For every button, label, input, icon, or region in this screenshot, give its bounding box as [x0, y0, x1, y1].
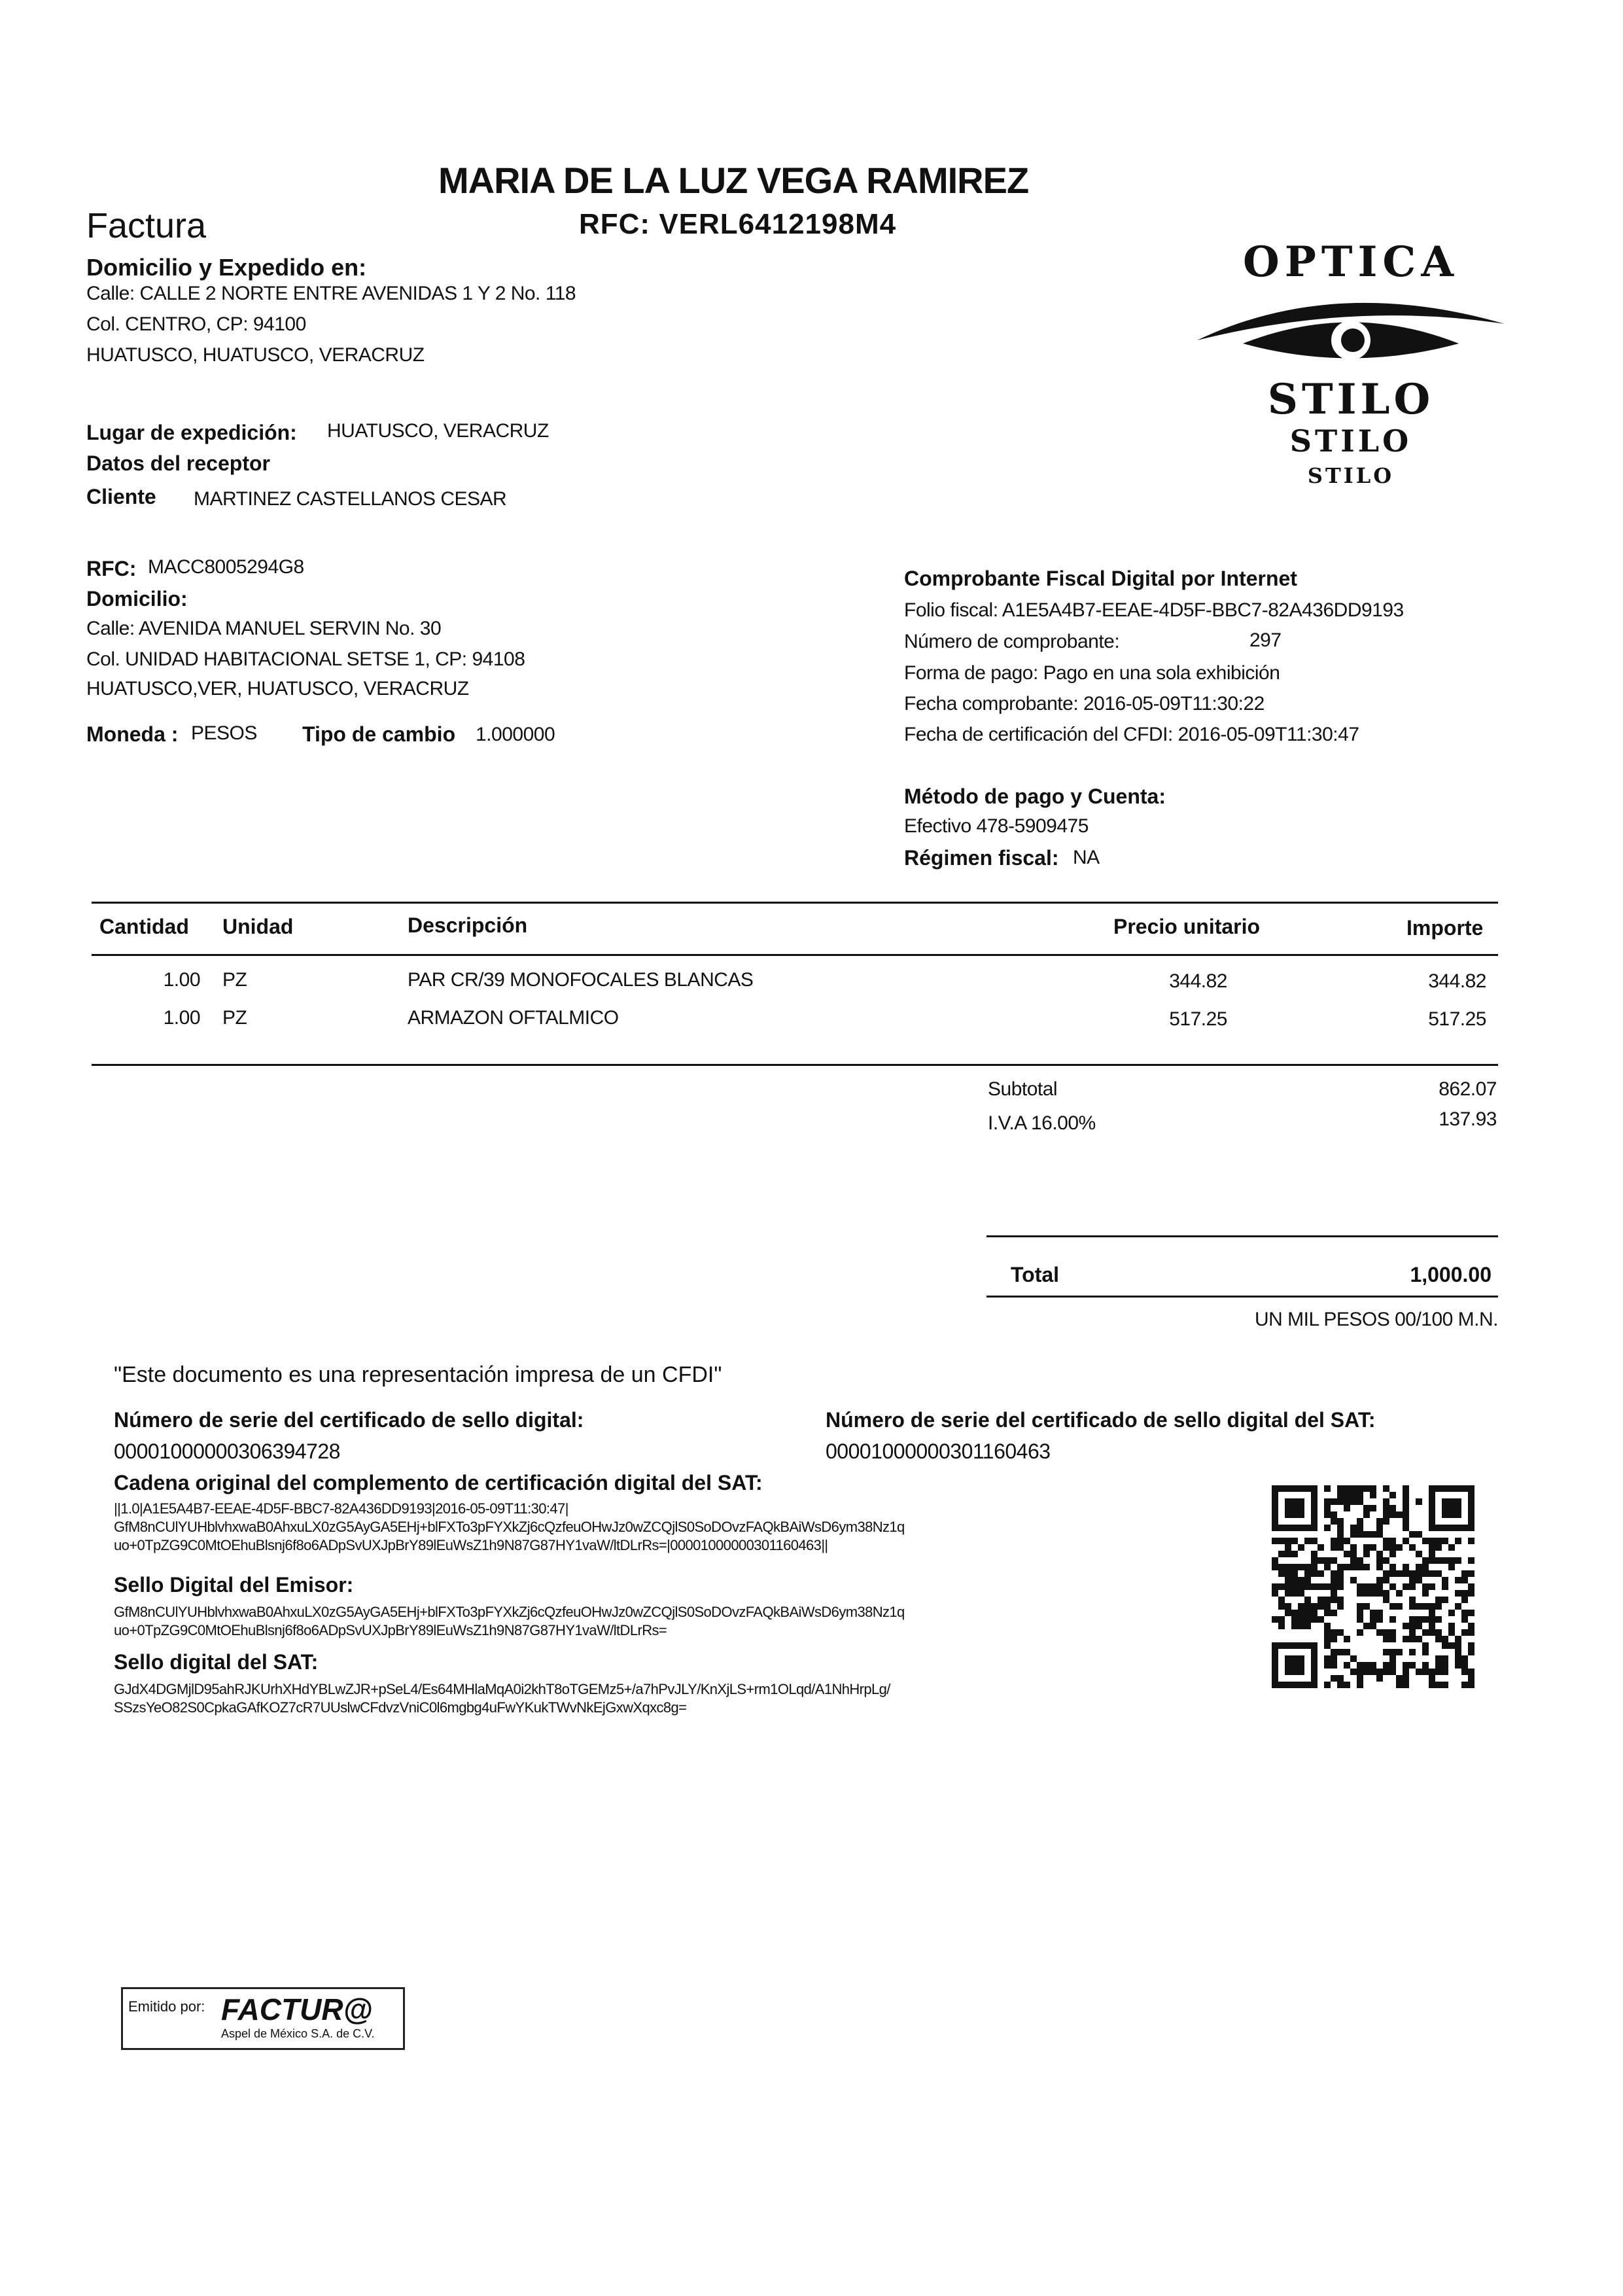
total-bottom-rule [986, 1296, 1498, 1298]
col-unidad-header: Unidad [222, 915, 294, 938]
domicilio-line1: Calle: CALLE 2 NORTE ENTRE AVENIDAS 1 Y 2 No. 118 [86, 283, 576, 304]
logo-stilo-large: STILO [1267, 375, 1435, 424]
cert-sat-value: 00001000000301160463 [826, 1439, 1051, 1463]
total-label: Total [1011, 1263, 1060, 1286]
domicilio-line2: Col. CENTRO, CP: 94100 [86, 313, 306, 335]
cert-label: Número de serie del certificado de sello digital: [114, 1408, 584, 1432]
cliente-label: Cliente [86, 485, 156, 508]
moneda-value: PESOS [191, 722, 257, 744]
row-unidad: PZ [222, 1007, 247, 1029]
row-descripcion: ARMAZON OFTALMICO [408, 1007, 619, 1029]
cert-sat-label: Número de serie del certificado de sello digital del SAT: [826, 1408, 1376, 1432]
col-precio-header: Precio unitario [1113, 915, 1261, 938]
logo-optica-text: OPTICA [1242, 238, 1459, 287]
regimen-value: NA [1073, 847, 1100, 868]
iva-label: I.V.A 16.00% [988, 1112, 1096, 1134]
cfdi-representacion: "Este documento es una representación impresa de un CFDI" [114, 1362, 722, 1387]
cadena-label: Cadena original del complemento de certificación digital del SAT: [114, 1471, 763, 1494]
receptor-section-label: Datos del receptor [86, 451, 270, 475]
issuer-rfc-value: VERL6412198M4 [659, 208, 897, 240]
numero-comprobante-label: Número de comprobante: [904, 631, 1120, 652]
subtotal-label: Subtotal [988, 1078, 1058, 1100]
table-header-rule [92, 954, 1498, 956]
col-descripcion-header: Descripción [408, 913, 528, 937]
row-cantidad: 1.00 [163, 1007, 200, 1029]
subtotal-value: 862.07 [1439, 1078, 1497, 1100]
forma-pago: Forma de pago: Pago en una sola exhibición [904, 662, 1280, 684]
sello-emisor [114, 1603, 1003, 1640]
receptor-line1: Calle: AVENIDA MANUEL SERVIN No. 30 [86, 618, 442, 639]
receptor-line2: Col. UNIDAD HABITACIONAL SETSE 1, CP: 94108 [86, 648, 525, 670]
sello-emisor-label: Sello Digital del Emisor: [114, 1573, 354, 1597]
eye-iris [1341, 328, 1365, 352]
row-importe: 517.25 [1428, 1008, 1486, 1030]
regimen-label: Régimen fiscal: [904, 846, 1059, 870]
fecha-certificacion: Fecha de certificación del CFDI: 2016-05-09T11:30:47 [904, 724, 1359, 745]
total-letra: UN MIL PESOS 00/100 M.N. [1254, 1309, 1498, 1330]
receptor-domicilio-label: Domicilio: [86, 587, 188, 610]
facture-brand: FACTUR@ [221, 1992, 373, 2026]
expedicion-label: Lugar de expedición: [86, 421, 297, 444]
sello-sat-label: Sello digital del SAT: [114, 1650, 319, 1674]
cadena-line2: GfM8nCUlYUHblvhxwaB0AhxuLX0zG5AyGA5EHj+blFXTo3pFYXkZj6cQzfeuOHwJz0wZCQjlS0SoDOvzFAQkBAiWsD6ym38Nz1q [114, 1519, 905, 1535]
fecha-comprobante: Fecha comprobante: 2016-05-09T11:30:22 [904, 693, 1265, 715]
logo-stilo-medium: STILO [1289, 423, 1412, 459]
row-descripcion: PAR CR/39 MONOFOCALES BLANCAS [408, 969, 754, 991]
logo-stilo-small: STILO [1307, 463, 1395, 488]
col-cantidad-header: Cantidad [99, 915, 189, 938]
row-cantidad: 1.00 [163, 969, 200, 991]
col-importe-header: Importe [1406, 916, 1484, 940]
cadena-line3: uo+0TpZG9C0MtOEhuBlsnj6f8o6ADpSvUXJpBrY89lEuWsZ1h9N87G87HY1vaW/ltDLrRs=|00001000000301160463|| [114, 1537, 828, 1553]
cliente-name: MARTINEZ CASTELLANOS CESAR [194, 488, 507, 510]
cadena-original [114, 1500, 1003, 1555]
sello-emisor-line1: GfM8nCUlYUHblvhxwaB0AhxuLX0zG5AyGA5EHj+blFXTo3pFYXkZj6cQzfeuOHwJz0wZCQjlS0SoDOvzFAQkBAiWsD6ym38Nz1q [114, 1604, 905, 1620]
metodo-pago-label: Método de pago y Cuenta: [904, 785, 1166, 808]
issuer-rfc-label: RFC: [579, 208, 651, 240]
moneda-label: Moneda : [86, 722, 179, 746]
document-title: Factura [86, 206, 207, 245]
domicilio-line3: HUATUSCO, HUATUSCO, VERACRUZ [86, 344, 425, 366]
qr-code [1272, 1485, 1475, 1688]
cert-value: 00001000000306394728 [114, 1439, 340, 1463]
receptor-rfc-label: RFC: [86, 557, 137, 580]
row-precio: 344.82 [1169, 970, 1227, 992]
row-importe: 344.82 [1428, 970, 1486, 992]
receptor-rfc: MACC8005294G8 [148, 556, 304, 578]
tipo-cambio-value: 1.000000 [476, 724, 555, 745]
optica-stilo-logo [1191, 236, 1511, 497]
sello-sat-line1: GJdX4DGMjlD95ahRJKUrhXHdYBLwZJR+pSeL4/Es64MHlaMqA0i2khT8oTGEMz5+/a7hPvJLY/KnXjLS+rm1OLqd/A1NhHrpLg/ [114, 1681, 890, 1697]
numero-comprobante: 297 [1249, 629, 1282, 651]
row-unidad: PZ [222, 969, 247, 991]
emitido-label: Emitido por: [128, 1998, 205, 2015]
iva-value: 137.93 [1439, 1108, 1497, 1130]
total-value: 1,000.00 [1410, 1263, 1492, 1286]
row-precio: 517.25 [1169, 1008, 1227, 1030]
tipo-cambio-label: Tipo de cambio [302, 722, 456, 746]
sello-sat [114, 1680, 1003, 1717]
total-top-rule [986, 1235, 1498, 1237]
cadena-line1: ||1.0|A1E5A4B7-EEAE-4D5F-BBC7-82A436DD9193|2016-05-09T11:30:47| [114, 1500, 568, 1517]
table-bottom-rule [92, 1064, 1498, 1066]
expedicion-value: HUATUSCO, VERACRUZ [327, 420, 549, 442]
cfdi-title: Comprobante Fiscal Digital por Internet [904, 567, 1297, 590]
receptor-line3: HUATUSCO,VER, HUATUSCO, VERACRUZ [86, 678, 469, 699]
issuer-rfc [579, 208, 896, 241]
aspel-company: Aspel de México S.A. de C.V. [221, 2027, 375, 2040]
sello-emisor-line2: uo+0TpZG9C0MtOEhuBlsnj6f8o6ADpSvUXJpBrY89lEuWsZ1h9N87G87HY1vaW/ltDLrRs= [114, 1622, 667, 1638]
issuer-name: MARIA DE LA LUZ VEGA RAMIREZ [438, 160, 1029, 201]
domicilio-label: Domicilio y Expedido en: [86, 254, 367, 281]
emitido-por-stamp [121, 1987, 405, 2050]
folio-fiscal: Folio fiscal: A1E5A4B7-EEAE-4D5F-BBC7-82A436DD9193 [904, 599, 1404, 621]
metodo-pago: Efectivo 478-5909475 [904, 815, 1089, 837]
sello-sat-line2: SSzsYeO82S0CpkaGAfKOZ7cR7UUslwCFdvzVniC0l6mgbg4uFwYKukTWvNkEjGxwXqxc8g= [114, 1699, 687, 1716]
table-top-rule [92, 902, 1498, 904]
